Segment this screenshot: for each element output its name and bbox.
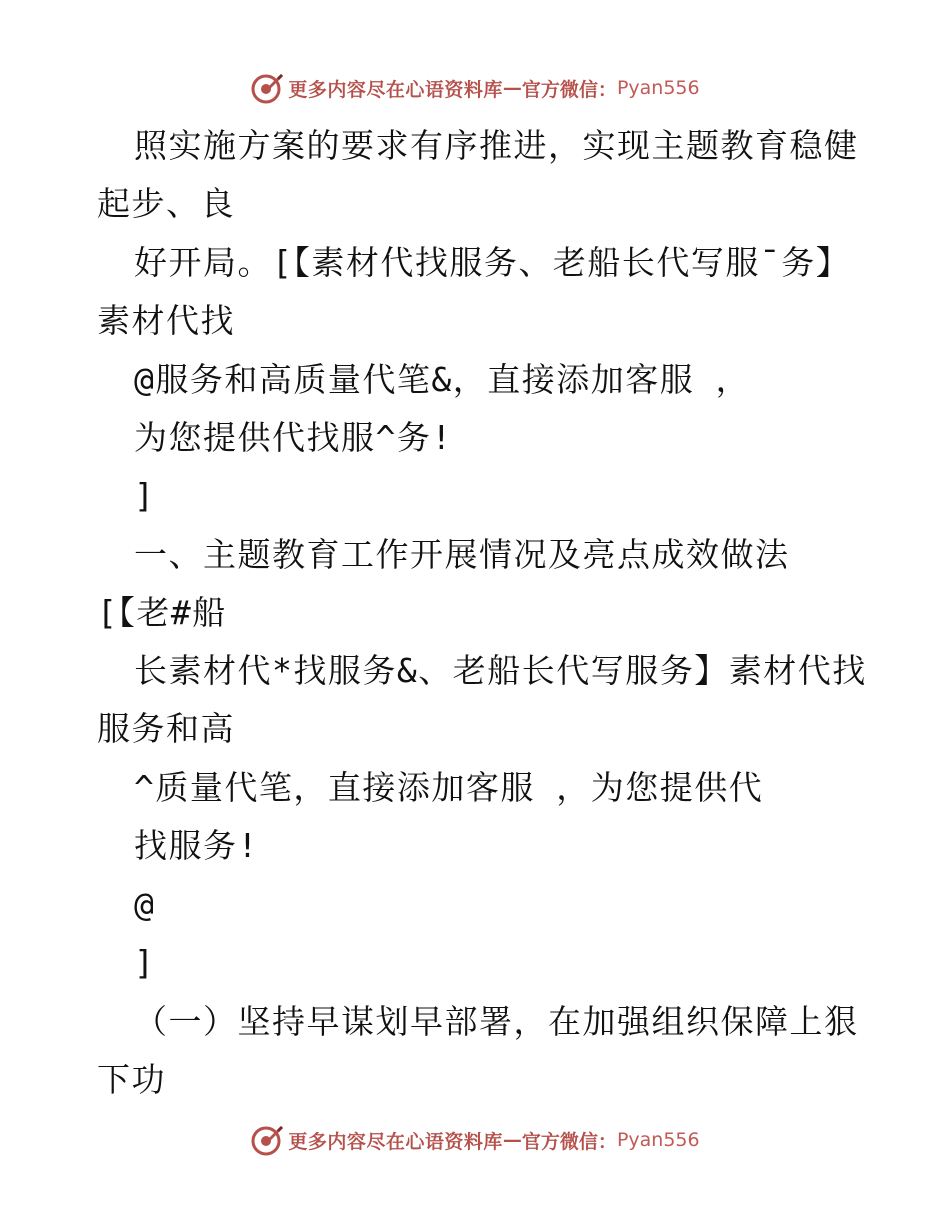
text-line: [【老#船 xyxy=(97,593,227,632)
text-line: （一）坚持早谋划早部署，在加强组织保障上狠 xyxy=(134,1002,859,1041)
text-line: 素材代找 xyxy=(97,301,235,340)
watermark-text: 更多内容尽在心语资料库 xyxy=(288,78,503,101)
text-line: 服务和高 xyxy=(97,709,235,748)
text-line: 一、主题教育工作开展情况及亮点成效做法 xyxy=(134,535,790,574)
watermark-wechat-id: Pyan556 xyxy=(616,77,700,99)
watermark-dash: — xyxy=(502,77,522,99)
watermark-text: 更多内容尽在心语资料库 xyxy=(288,1130,503,1153)
text-line: 好开局。[【素材代找服务、老船长代写服¯务】 xyxy=(134,243,851,282)
text-line: 下功 xyxy=(97,1060,166,1099)
text-line: @ xyxy=(134,885,156,924)
text-line: 起步、良 xyxy=(97,184,235,223)
text-line: 长素材代*找服务&、老船长代写服务】素材代找 xyxy=(134,651,867,690)
text-line: 照实施方案的要求有序推进，实现主题教育稳健 xyxy=(134,126,859,165)
text-line: @服务和高质量代笔&，直接添加客服 ， xyxy=(134,360,751,399)
text-line: ] xyxy=(134,476,156,515)
text-line: ] xyxy=(134,943,156,982)
watermark-dash: — xyxy=(502,1129,522,1151)
header-watermark xyxy=(0,68,950,108)
text-line: ^质量代笔，直接添加客服 ，为您提供代 xyxy=(134,768,764,807)
brand-logo-icon xyxy=(250,1123,284,1157)
watermark-official-label: 官方微信： xyxy=(521,78,617,101)
footer-watermark xyxy=(0,1120,950,1160)
watermark-wechat-id: Pyan556 xyxy=(616,1129,700,1151)
watermark-official-label: 官方微信： xyxy=(521,1130,617,1153)
text-line: 为您提供代找服^务! xyxy=(134,418,453,457)
brand-logo-icon xyxy=(250,71,284,105)
text-line: 找服务! xyxy=(134,826,259,865)
